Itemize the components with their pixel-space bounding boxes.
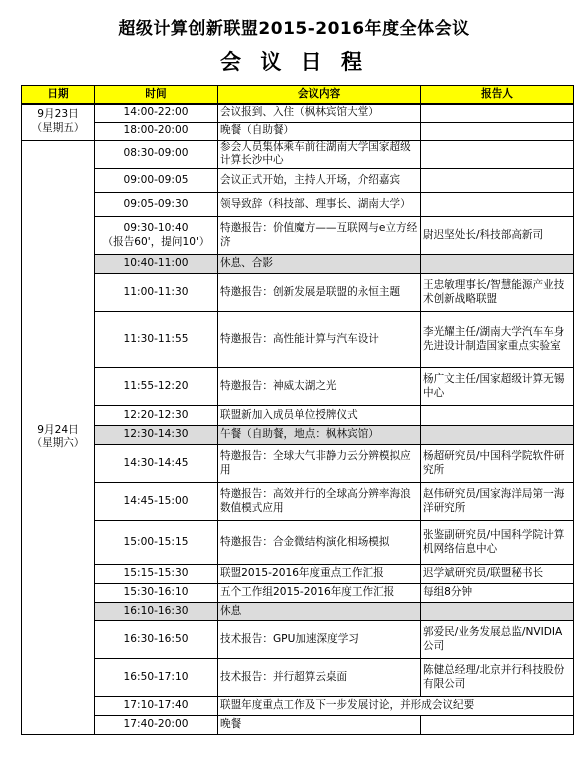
reporter-cell (421, 140, 574, 169)
time-cell: 16:30-16:50 (95, 621, 218, 659)
date-cell-day1 (22, 104, 95, 140)
table-row (22, 697, 574, 716)
time-cell: 17:40-20:00 (95, 716, 218, 735)
table-row (22, 659, 574, 697)
time-cell: 12:20-12:30 (95, 406, 218, 426)
content-cell: 特邀报告：价值魔方——互联网与e立方经济 (218, 217, 421, 255)
table-row (22, 621, 574, 659)
content-cell: 联盟2015-2016年度重点工作汇报 (218, 565, 421, 584)
reporter-cell: 迟学斌研究员/联盟秘书长 (421, 565, 574, 584)
table-row (22, 140, 574, 169)
time-note: （报告60'，提问10'） (102, 235, 210, 248)
time-cell: 08:30-09:00 (95, 140, 218, 169)
date-cell-day2 (22, 140, 95, 735)
table-row (22, 584, 574, 603)
time-cell: 09:00-09:05 (95, 169, 218, 193)
content-cell: 技术报告：并行超算云桌面 (218, 659, 421, 697)
reporter-cell (421, 603, 574, 621)
content-cell: 会议正式开始，主持人开场，介绍嘉宾 (218, 169, 421, 193)
weekday-day2: （星期六） (31, 437, 85, 450)
reporter-cell: 王忠敏理事长/智慧能源产业技术创新战略联盟 (421, 274, 574, 312)
time-cell: 11:30-11:55 (95, 312, 218, 368)
time-cell: 14:45-15:00 (95, 483, 218, 521)
table-row (22, 521, 574, 565)
reporter-cell (421, 255, 574, 274)
table-row (22, 274, 574, 312)
reporter-cell: 赵伟研究员/国家海洋局第一海洋研究所 (421, 483, 574, 521)
time-cell: 11:55-12:20 (95, 368, 218, 406)
time-cell: 16:10-16:30 (95, 603, 218, 621)
content-cell: 午餐（自助餐，地点：枫林宾馆） (218, 426, 421, 445)
time-cell (95, 217, 218, 255)
reporter-cell (421, 122, 574, 140)
time-cell: 16:50-17:10 (95, 659, 218, 697)
header-time: 时间 (95, 86, 218, 105)
time-cell: 15:30-16:10 (95, 584, 218, 603)
content-cell: 晚餐 (218, 716, 421, 735)
content-cell: 特邀报告：全球大气非静力云分辨模拟应用 (218, 445, 421, 483)
reporter-cell (421, 716, 574, 735)
content-cell: 参会人员集体乘车前往湖南大学国家超级计算长沙中心 (218, 140, 421, 169)
table-row (22, 255, 574, 274)
reporter-cell: 陈健总经理/北京并行科技股份有限公司 (421, 659, 574, 697)
reporter-cell: 尉迟坚处长/科技部高新司 (421, 217, 574, 255)
header-content: 会议内容 (218, 86, 421, 105)
table-row (22, 716, 574, 735)
reporter-cell: 每组8分钟 (421, 584, 574, 603)
content-cell: 休息 (218, 603, 421, 621)
reporter-cell: 李光耀主任/湖南大学汽车车身先进设计制造国家重点实验室 (421, 312, 574, 368)
time-cell: 09:05-09:30 (95, 193, 218, 217)
table-row (22, 445, 574, 483)
reporter-cell (421, 193, 574, 217)
reporter-cell: 杨超研究员/中国科学院软件研究所 (421, 445, 574, 483)
content-cell: 特邀报告：高性能计算与汽车设计 (218, 312, 421, 368)
document-subtitle: 会 议 日 程 (220, 50, 368, 74)
time-cell: 11:00-11:30 (95, 274, 218, 312)
content-cell: 技术报告：GPU加速深度学习 (218, 621, 421, 659)
table-row (22, 104, 574, 122)
header-date: 日期 (22, 86, 95, 105)
content-cell: 五个工作组2015-2016年度工作汇报 (218, 584, 421, 603)
reporter-cell: 郭爱民/业务发展总监/NVIDIA公司 (421, 621, 574, 659)
content-cell: 会议报到、入住（枫林宾馆大堂） (218, 104, 421, 122)
time-cell: 15:15-15:30 (95, 565, 218, 584)
time-range: 09:30-10:40 (123, 221, 189, 234)
table-row (22, 603, 574, 621)
schedule-table (21, 85, 574, 735)
reporter-cell: 张鉴副研究员/中国科学院计算机网络信息中心 (421, 521, 574, 565)
table-row (22, 217, 574, 255)
time-cell: 15:00-15:15 (95, 521, 218, 565)
time-cell: 17:10-17:40 (95, 697, 218, 716)
table-row (22, 426, 574, 445)
reporter-cell: 杨广文主任/国家超级计算无锡中心 (421, 368, 574, 406)
time-cell: 14:00-22:00 (95, 104, 218, 122)
date-day1: 9月23日 (37, 108, 79, 121)
content-cell: 领导致辞（科技部、理事长、湖南大学） (218, 193, 421, 217)
table-row (22, 565, 574, 584)
document-title: 超级计算创新联盟2015-2016年度全体会议 (118, 19, 470, 39)
time-cell: 18:00-20:00 (95, 122, 218, 140)
table-row (22, 406, 574, 426)
header-row (22, 86, 574, 105)
reporter-cell (421, 104, 574, 122)
table-row (22, 169, 574, 193)
time-cell: 10:40-11:00 (95, 255, 218, 274)
content-cell: 休息、合影 (218, 255, 421, 274)
table-row (22, 312, 574, 368)
time-cell: 12:30-14:30 (95, 426, 218, 445)
table-row (22, 193, 574, 217)
content-cell: 特邀报告：神威太湖之光 (218, 368, 421, 406)
table-row (22, 368, 574, 406)
weekday-day1: （星期五） (31, 122, 85, 135)
content-cell: 联盟年度重点工作及下一步发展讨论，并形成会议纪要 (218, 697, 574, 716)
content-cell: 特邀报告：高效并行的全球高分辨率海浪数值模式应用 (218, 483, 421, 521)
time-cell: 14:30-14:45 (95, 445, 218, 483)
reporter-cell (421, 406, 574, 426)
reporter-cell (421, 426, 574, 445)
content-cell: 特邀报告：创新发展是联盟的永恒主题 (218, 274, 421, 312)
content-cell: 特邀报告：合金微结构演化相场模拟 (218, 521, 421, 565)
reporter-cell (421, 169, 574, 193)
table-row (22, 122, 574, 140)
date-day2: 9月24日 (37, 423, 79, 436)
header-reporter: 报告人 (421, 86, 574, 105)
table-row (22, 483, 574, 521)
content-cell: 晚餐（自助餐） (218, 122, 421, 140)
content-cell: 联盟新加入成员单位授牌仪式 (218, 406, 421, 426)
